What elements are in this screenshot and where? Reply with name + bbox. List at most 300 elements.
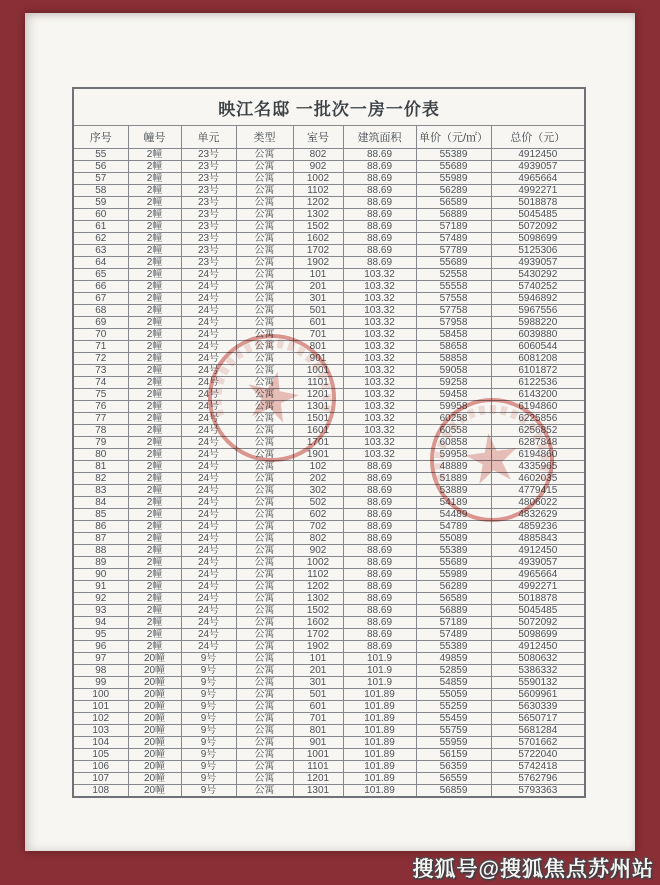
- row-cell: 24号: [181, 449, 236, 461]
- row-cell: 2幢: [128, 185, 181, 197]
- row-cell: 24号: [181, 485, 236, 497]
- row-cell: 701: [293, 329, 343, 341]
- row-cell: 60258: [416, 413, 491, 425]
- row-cell: 54489: [416, 509, 491, 521]
- row-cell: 2幢: [128, 401, 181, 413]
- row-cell: 60858: [416, 437, 491, 449]
- row-cell: 2幢: [128, 521, 181, 533]
- column-header-4: 室号: [293, 126, 343, 149]
- row-cell: 98: [73, 665, 128, 677]
- row-cell: 602: [293, 509, 343, 521]
- row-cell: 88.69: [343, 209, 416, 221]
- row-cell: 4912450: [491, 545, 585, 557]
- row-cell: 75: [73, 389, 128, 401]
- row-cell: 59958: [416, 449, 491, 461]
- row-cell: 24号: [181, 269, 236, 281]
- row-cell: 103.32: [343, 269, 416, 281]
- row-cell: 2幢: [128, 593, 181, 605]
- row-cell: 902: [293, 161, 343, 173]
- paper-sheet: [25, 13, 635, 851]
- row-cell: 公寓: [236, 245, 293, 257]
- column-header-0: 序号: [73, 126, 128, 149]
- table-row: [73, 593, 585, 605]
- row-cell: 103.32: [343, 425, 416, 437]
- table-row: [73, 677, 585, 689]
- table-row: [73, 653, 585, 665]
- row-cell: 1701: [293, 437, 343, 449]
- row-cell: 57189: [416, 617, 491, 629]
- row-cell: 5098699: [491, 233, 585, 245]
- row-cell: 5701662: [491, 737, 585, 749]
- row-cell: 701: [293, 713, 343, 725]
- row-cell: 56859: [416, 785, 491, 798]
- row-cell: 24号: [181, 629, 236, 641]
- row-cell: 103.32: [343, 293, 416, 305]
- table-row: [73, 149, 585, 161]
- row-cell: 902: [293, 545, 343, 557]
- row-cell: 1502: [293, 221, 343, 233]
- table-row: [73, 425, 585, 437]
- row-cell: 103.32: [343, 413, 416, 425]
- row-cell: 108: [73, 785, 128, 798]
- table-row: [73, 533, 585, 545]
- table-row: [73, 689, 585, 701]
- row-cell: 公寓: [236, 293, 293, 305]
- row-cell: 1302: [293, 593, 343, 605]
- row-cell: 55759: [416, 725, 491, 737]
- row-cell: 公寓: [236, 353, 293, 365]
- table-row: [73, 665, 585, 677]
- row-cell: 4939057: [491, 161, 585, 173]
- row-cell: 9号: [181, 677, 236, 689]
- row-cell: 24号: [181, 461, 236, 473]
- row-cell: 5681284: [491, 725, 585, 737]
- row-cell: 2幢: [128, 245, 181, 257]
- row-cell: 1702: [293, 245, 343, 257]
- row-cell: 88.69: [343, 605, 416, 617]
- row-cell: 88.69: [343, 581, 416, 593]
- row-cell: 51889: [416, 473, 491, 485]
- row-cell: 20幢: [128, 725, 181, 737]
- row-cell: 88: [73, 545, 128, 557]
- row-cell: 78: [73, 425, 128, 437]
- row-cell: 106: [73, 761, 128, 773]
- row-cell: 5609961: [491, 689, 585, 701]
- row-cell: 20幢: [128, 749, 181, 761]
- row-cell: 公寓: [236, 437, 293, 449]
- row-cell: 88.69: [343, 569, 416, 581]
- row-cell: 2幢: [128, 377, 181, 389]
- table-row: [73, 737, 585, 749]
- row-cell: 5967556: [491, 305, 585, 317]
- row-cell: 101.89: [343, 689, 416, 701]
- row-cell: 2幢: [128, 485, 181, 497]
- table-row: [73, 293, 585, 305]
- row-cell: 61: [73, 221, 128, 233]
- table-row: [73, 725, 585, 737]
- row-cell: 公寓: [236, 677, 293, 689]
- row-cell: 56589: [416, 197, 491, 209]
- row-cell: 24号: [181, 317, 236, 329]
- row-cell: 107: [73, 773, 128, 785]
- row-cell: 56559: [416, 773, 491, 785]
- row-cell: 20幢: [128, 713, 181, 725]
- table-row: [73, 713, 585, 725]
- row-cell: 55558: [416, 281, 491, 293]
- row-cell: 1301: [293, 401, 343, 413]
- table-row: [73, 437, 585, 449]
- row-cell: 公寓: [236, 653, 293, 665]
- row-cell: 72: [73, 353, 128, 365]
- row-cell: 1002: [293, 173, 343, 185]
- row-cell: 88.69: [343, 197, 416, 209]
- row-cell: 104: [73, 737, 128, 749]
- row-cell: 88.69: [343, 521, 416, 533]
- row-cell: 59458: [416, 389, 491, 401]
- row-cell: 88.69: [343, 545, 416, 557]
- table-row: [73, 305, 585, 317]
- table-row: [73, 173, 585, 185]
- table-row: [73, 569, 585, 581]
- row-cell: 4939057: [491, 257, 585, 269]
- row-cell: 6039880: [491, 329, 585, 341]
- row-cell: 4992271: [491, 581, 585, 593]
- row-cell: 2幢: [128, 281, 181, 293]
- row-cell: 86: [73, 521, 128, 533]
- row-cell: 公寓: [236, 317, 293, 329]
- row-cell: 88.69: [343, 509, 416, 521]
- row-cell: 公寓: [236, 761, 293, 773]
- row-cell: 5762796: [491, 773, 585, 785]
- row-cell: 102: [73, 713, 128, 725]
- row-cell: 81: [73, 461, 128, 473]
- row-cell: 公寓: [236, 701, 293, 713]
- row-cell: 55059: [416, 689, 491, 701]
- row-cell: 6287848: [491, 437, 585, 449]
- row-cell: 公寓: [236, 341, 293, 353]
- row-cell: 23号: [181, 221, 236, 233]
- row-cell: 24号: [181, 377, 236, 389]
- row-cell: 6101872: [491, 365, 585, 377]
- row-cell: 公寓: [236, 641, 293, 653]
- row-cell: 96: [73, 641, 128, 653]
- row-cell: 202: [293, 473, 343, 485]
- row-cell: 88.69: [343, 173, 416, 185]
- row-cell: 103: [73, 725, 128, 737]
- row-cell: 55389: [416, 545, 491, 557]
- row-cell: 501: [293, 689, 343, 701]
- row-cell: 公寓: [236, 749, 293, 761]
- table-row: [73, 197, 585, 209]
- table-row: [73, 557, 585, 569]
- row-cell: 2幢: [128, 497, 181, 509]
- row-cell: 901: [293, 353, 343, 365]
- row-cell: 55689: [416, 257, 491, 269]
- row-cell: 公寓: [236, 521, 293, 533]
- column-header-5: 建筑面积: [343, 126, 416, 149]
- row-cell: 88.69: [343, 221, 416, 233]
- row-cell: 56359: [416, 761, 491, 773]
- row-cell: 88.69: [343, 557, 416, 569]
- row-cell: 55259: [416, 701, 491, 713]
- row-cell: 301: [293, 677, 343, 689]
- row-cell: 2幢: [128, 269, 181, 281]
- row-cell: 1001: [293, 365, 343, 377]
- row-cell: 6060544: [491, 341, 585, 353]
- row-cell: 6081208: [491, 353, 585, 365]
- row-cell: 4965664: [491, 173, 585, 185]
- row-cell: 20幢: [128, 677, 181, 689]
- row-cell: 20幢: [128, 701, 181, 713]
- row-cell: 54189: [416, 497, 491, 509]
- row-cell: 1201: [293, 773, 343, 785]
- row-cell: 5722040: [491, 749, 585, 761]
- row-cell: 1202: [293, 197, 343, 209]
- row-cell: 55689: [416, 161, 491, 173]
- row-cell: 23号: [181, 197, 236, 209]
- row-cell: 49859: [416, 653, 491, 665]
- row-cell: 2幢: [128, 413, 181, 425]
- row-cell: 101.89: [343, 761, 416, 773]
- row-cell: 58: [73, 185, 128, 197]
- row-cell: 1202: [293, 581, 343, 593]
- header-row: [73, 126, 585, 149]
- row-cell: 4602035: [491, 473, 585, 485]
- row-cell: 24号: [181, 353, 236, 365]
- row-cell: 24号: [181, 569, 236, 581]
- column-header-6: 单价（元/㎡）: [416, 126, 491, 149]
- table-row: [73, 449, 585, 461]
- row-cell: 24号: [181, 413, 236, 425]
- table-row: [73, 245, 585, 257]
- row-cell: 4832629: [491, 509, 585, 521]
- row-cell: 5988220: [491, 317, 585, 329]
- row-cell: 88.69: [343, 257, 416, 269]
- row-cell: 24号: [181, 365, 236, 377]
- row-cell: 2幢: [128, 161, 181, 173]
- row-cell: 9号: [181, 713, 236, 725]
- sohu-watermark: 搜狐号@搜狐焦点苏州站: [412, 858, 654, 881]
- row-cell: 公寓: [236, 221, 293, 233]
- row-cell: 公寓: [236, 413, 293, 425]
- row-cell: 93: [73, 605, 128, 617]
- row-cell: 67: [73, 293, 128, 305]
- row-cell: 88.69: [343, 473, 416, 485]
- row-cell: 9号: [181, 749, 236, 761]
- row-cell: 1101: [293, 761, 343, 773]
- row-cell: 79: [73, 437, 128, 449]
- table-row: [73, 341, 585, 353]
- table-row: [73, 641, 585, 653]
- row-cell: 103.32: [343, 353, 416, 365]
- row-cell: 101: [293, 653, 343, 665]
- row-cell: 23号: [181, 149, 236, 161]
- table-row: [73, 257, 585, 269]
- row-cell: 5045485: [491, 209, 585, 221]
- row-cell: 公寓: [236, 173, 293, 185]
- row-cell: 公寓: [236, 665, 293, 677]
- row-cell: 4912450: [491, 641, 585, 653]
- table-row: [73, 773, 585, 785]
- row-cell: 2幢: [128, 221, 181, 233]
- row-cell: 103.32: [343, 449, 416, 461]
- table-row: [73, 377, 585, 389]
- table-row: [73, 785, 585, 798]
- row-cell: 59958: [416, 401, 491, 413]
- row-cell: 2幢: [128, 389, 181, 401]
- row-cell: 1201: [293, 389, 343, 401]
- row-cell: 2幢: [128, 209, 181, 221]
- row-cell: 6225856: [491, 413, 585, 425]
- row-cell: 4335965: [491, 461, 585, 473]
- row-cell: 60558: [416, 425, 491, 437]
- row-cell: 24号: [181, 473, 236, 485]
- row-cell: 100: [73, 689, 128, 701]
- row-cell: 57489: [416, 233, 491, 245]
- table-row: [73, 461, 585, 473]
- row-cell: 2幢: [128, 605, 181, 617]
- row-cell: 23号: [181, 185, 236, 197]
- row-cell: 20幢: [128, 773, 181, 785]
- row-cell: 6194860: [491, 449, 585, 461]
- row-cell: 9号: [181, 665, 236, 677]
- row-cell: 公寓: [236, 689, 293, 701]
- row-cell: 24号: [181, 497, 236, 509]
- row-cell: 24号: [181, 521, 236, 533]
- row-cell: 公寓: [236, 149, 293, 161]
- row-cell: 24号: [181, 401, 236, 413]
- table-row: [73, 521, 585, 533]
- table-row: [73, 221, 585, 233]
- price-table: [72, 87, 586, 798]
- row-cell: 24号: [181, 533, 236, 545]
- page-title: 映江名邸 一批次一房一价表: [73, 88, 585, 126]
- row-cell: 48889: [416, 461, 491, 473]
- row-cell: 公寓: [236, 533, 293, 545]
- row-cell: 公寓: [236, 461, 293, 473]
- row-cell: 802: [293, 533, 343, 545]
- row-cell: 63: [73, 245, 128, 257]
- row-cell: 103.32: [343, 329, 416, 341]
- row-cell: 2幢: [128, 449, 181, 461]
- row-cell: 101: [73, 701, 128, 713]
- row-cell: 54859: [416, 677, 491, 689]
- row-cell: 公寓: [236, 725, 293, 737]
- row-cell: 201: [293, 281, 343, 293]
- row-cell: 55959: [416, 737, 491, 749]
- row-cell: 55: [73, 149, 128, 161]
- row-cell: 5742418: [491, 761, 585, 773]
- row-cell: 66: [73, 281, 128, 293]
- row-cell: 101.9: [343, 665, 416, 677]
- row-cell: 801: [293, 725, 343, 737]
- row-cell: 公寓: [236, 785, 293, 798]
- row-cell: 公寓: [236, 161, 293, 173]
- row-cell: 801: [293, 341, 343, 353]
- row-cell: 5740252: [491, 281, 585, 293]
- table-row: [73, 509, 585, 521]
- table-row: [73, 485, 585, 497]
- row-cell: 5080632: [491, 653, 585, 665]
- table-row: [73, 761, 585, 773]
- column-header-2: 单元: [181, 126, 236, 149]
- row-cell: 88.69: [343, 161, 416, 173]
- row-cell: 6194860: [491, 401, 585, 413]
- row-cell: 101.89: [343, 773, 416, 785]
- table-row: [73, 269, 585, 281]
- row-cell: 84: [73, 497, 128, 509]
- row-cell: 24号: [181, 593, 236, 605]
- row-cell: 56889: [416, 605, 491, 617]
- row-cell: 5793363: [491, 785, 585, 798]
- row-cell: 101.9: [343, 677, 416, 689]
- row-cell: 1702: [293, 629, 343, 641]
- row-cell: 103.32: [343, 365, 416, 377]
- row-cell: 24号: [181, 293, 236, 305]
- row-cell: 502: [293, 497, 343, 509]
- row-cell: 103.32: [343, 281, 416, 293]
- row-cell: 105: [73, 749, 128, 761]
- row-cell: 4779415: [491, 485, 585, 497]
- row-cell: 55989: [416, 569, 491, 581]
- row-cell: 88.69: [343, 593, 416, 605]
- row-cell: 2幢: [128, 533, 181, 545]
- row-cell: 4859236: [491, 521, 585, 533]
- title-row: [73, 88, 585, 126]
- row-cell: 1602: [293, 617, 343, 629]
- row-cell: 82: [73, 473, 128, 485]
- row-cell: 601: [293, 701, 343, 713]
- row-cell: 101.89: [343, 785, 416, 798]
- row-cell: 23号: [181, 245, 236, 257]
- row-cell: 99: [73, 677, 128, 689]
- row-cell: 5430292: [491, 269, 585, 281]
- row-cell: 23号: [181, 257, 236, 269]
- row-cell: 2幢: [128, 317, 181, 329]
- column-header-3: 类型: [236, 126, 293, 149]
- row-cell: 5386332: [491, 665, 585, 677]
- row-cell: 56289: [416, 185, 491, 197]
- row-cell: 公寓: [236, 377, 293, 389]
- row-cell: 24号: [181, 605, 236, 617]
- row-cell: 702: [293, 521, 343, 533]
- row-cell: 201: [293, 665, 343, 677]
- row-cell: 52859: [416, 665, 491, 677]
- table-row: [73, 581, 585, 593]
- row-cell: 59: [73, 197, 128, 209]
- table-row: [73, 233, 585, 245]
- row-cell: 24号: [181, 557, 236, 569]
- row-cell: 公寓: [236, 449, 293, 461]
- row-cell: 公寓: [236, 773, 293, 785]
- row-cell: 5125306: [491, 245, 585, 257]
- row-cell: 83: [73, 485, 128, 497]
- row-cell: 9号: [181, 761, 236, 773]
- row-cell: 公寓: [236, 485, 293, 497]
- row-cell: 公寓: [236, 629, 293, 641]
- row-cell: 102: [293, 461, 343, 473]
- row-cell: 57558: [416, 293, 491, 305]
- row-cell: 101.89: [343, 713, 416, 725]
- row-cell: 1102: [293, 185, 343, 197]
- row-cell: 2幢: [128, 353, 181, 365]
- row-cell: 57: [73, 173, 128, 185]
- row-cell: 2幢: [128, 545, 181, 557]
- row-cell: 2幢: [128, 581, 181, 593]
- row-cell: 公寓: [236, 209, 293, 221]
- row-cell: 公寓: [236, 617, 293, 629]
- table-row: [73, 281, 585, 293]
